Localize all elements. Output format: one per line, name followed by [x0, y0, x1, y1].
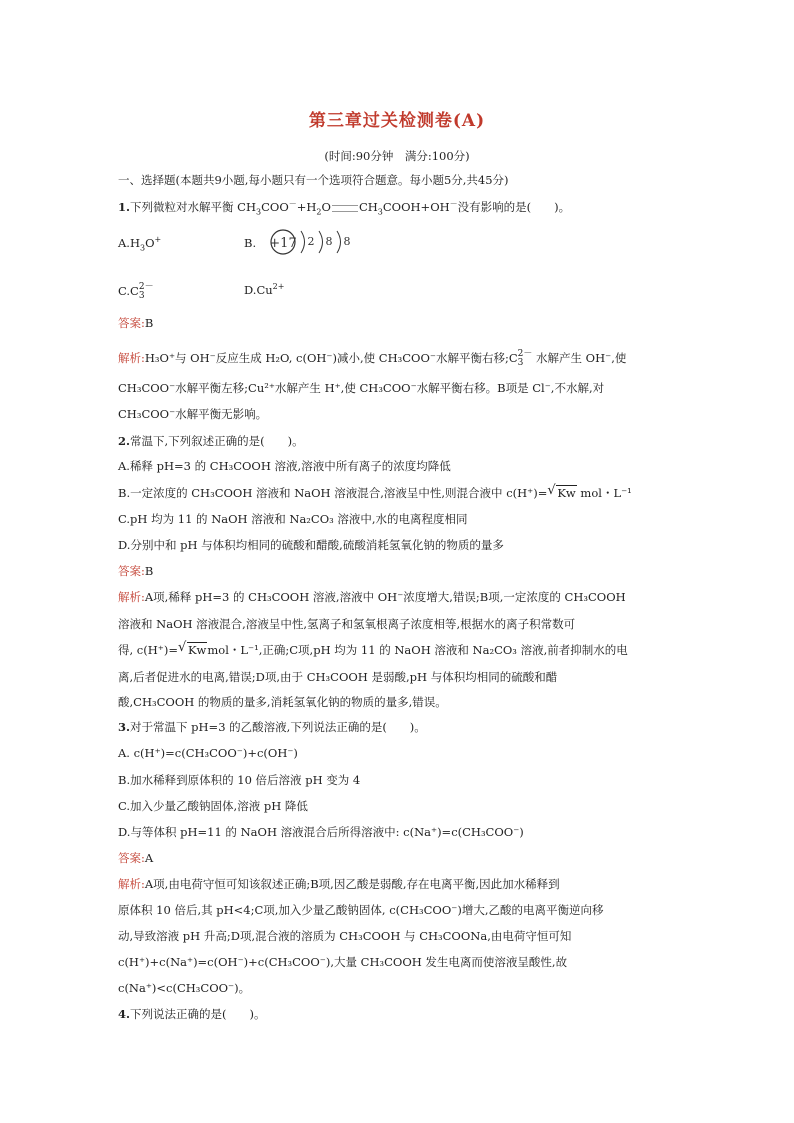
question-3-explanation-line: c(H⁺)+c(Na⁺)=c(OH⁻)+c(CH₃COO⁻),大量 CH₃COOH 发生电离而使溶液呈酸性,故 — [118, 955, 568, 969]
question-3-option-a: A. c(H⁺)=c(CH₃COO⁻)+c(OH⁻) — [118, 746, 298, 760]
question-2-option-d: D.分别中和 pH 与体积均相同的硫酸和醋酸,硫酸消耗氢氧化钠的物质的量多 — [118, 538, 504, 552]
question-3-stem: 3.对于常温下 pH=3 的乙酸溶液,下列说法正确的是( )。 — [118, 720, 426, 734]
atom-nucleus-charge: +17 — [269, 236, 297, 251]
question-3-answer: 答案:A — [118, 851, 154, 865]
square-root-icon: √ Kw — [547, 486, 576, 500]
question-3-explanation-line: 原体积 10 倍后,其 pH<4;C项,加入少量乙酸钠固体, c(CH₃COO⁻)增大,乙酸的电离平衡逆向移 — [118, 903, 604, 917]
section-heading: 一、选择题(本题共9小题,每小题只有一个选项符合题意。每小题5分,共45分) — [118, 173, 509, 187]
question-3-option-b: B.加水稀释到原体积的 10 倍后溶液 pH 变为 4 — [118, 773, 361, 787]
question-3-explanation-line: 解析:A项,由电荷守恒可知该叙述正确;B项,因乙酸是弱酸,存在电离平衡,因此加水稀释到 — [118, 877, 560, 891]
question-3-option-d: D.与等体积 pH=11 的 NaOH 溶液混合后所得溶液中: c(Na⁺)=c(CH₃COO⁻) — [118, 825, 524, 839]
question-2-explanation-line: 离,后者促进水的电离,错误;D项,由于 CH₃COOH 是弱酸,pH 与体积均相同的硫酸和醋 — [118, 670, 558, 684]
question-3-explanation-line: c(Na⁺)<c(CH₃COO⁻)。 — [118, 981, 251, 995]
electron-shell-3: 8 — [343, 235, 351, 248]
electron-shell-1: 2 — [307, 235, 315, 248]
square-root-icon: √ Kw — [178, 643, 207, 657]
question-1-option-b: B. — [244, 236, 257, 250]
question-1-option-d: $D.Cu^{2+}$ — [244, 282, 285, 297]
question-1-explanation-line: 解析:H₃O⁺与 OH⁻反应生成 H₂O, c(OH⁻)减小,使 CH₃COO⁻水解平衡右移;C2－ 3 水解产生 OH⁻,使 — [118, 349, 627, 368]
question-1-explanation-line: CH₃COO⁻水解平衡左移;Cu²⁺水解产生 H⁺,使 CH₃COO⁻水解平衡右移。B项是 Cl⁻,不水解,对 — [118, 381, 605, 395]
equilibrium-arrow-icon — [332, 205, 358, 212]
question-3-option-c: C.加入少量乙酸钠固体,溶液 pH 降低 — [118, 799, 308, 813]
chlorine-ion-structure-diagram — [268, 227, 358, 257]
question-4-stem: 4.下列说法正确的是( )。 — [118, 1007, 266, 1021]
question-2-explanation-line: 溶液和 NaOH 溶液混合,溶液呈中性,氢离子和氢氧根离子浓度相等,根据水的离子积常数可 — [118, 617, 576, 631]
question-2-option-b: B.一定浓度的 CH₃COOH 溶液和 NaOH 溶液混合,溶液呈中性,则混合液中 c(H⁺)=√ Kw mol・L⁻¹ — [118, 486, 632, 500]
electron-shell-2: 8 — [325, 235, 333, 248]
question-1-stem: 1.下列微粒对水解平衡 $CH_3COO^-+H_2O$ $CH_3COOH+OH^-$没有影响的是( )。 — [118, 199, 571, 217]
question-2-explanation-line: 解析:A项,稀释 pH=3 的 CH₃COOH 溶液,溶液中 OH⁻浓度增大,错误;B项,一定浓度的 CH₃COOH — [118, 590, 626, 604]
question-2-explanation-line: 得, c(H⁺)=√ Kwmol・L⁻¹,正确;C项,pH 均为 11 的 NaOH 溶液和 Na₂CO₃ 溶液,前者抑制水的电 — [118, 643, 628, 657]
question-1-option-a: $A.H_3O^+$ — [118, 235, 162, 253]
question-2-option-c: C.pH 均为 11 的 NaOH 溶液和 Na₂CO₃ 溶液中,水的电离程度相同 — [118, 512, 468, 526]
question-2-answer: 答案:B — [118, 564, 154, 578]
question-1-answer: 答案:B — [118, 316, 154, 330]
question-3-explanation-line: 动,导致溶液 pH 升高;D项,混合液的溶质为 CH₃COOH 与 CH₃COONa,由电荷守恒可知 — [118, 929, 572, 943]
question-2-option-a: A.稀释 pH=3 的 CH₃COOH 溶液,溶液中所有离子的浓度均降低 — [118, 459, 451, 473]
question-2-stem: 2.常温下,下列叙述正确的是( )。 — [118, 434, 304, 448]
question-1-option-c: C.C2－ 3 — [118, 282, 154, 301]
exam-time-info: (时间:90分钟 满分:100分) — [324, 149, 470, 163]
question-2-explanation-line: 酸,CH₃COOH 的物质的量多,消耗氢氧化钠的物质的量多,错误。 — [118, 695, 447, 709]
question-1-explanation-line: CH₃COO⁻水解平衡无影响。 — [118, 407, 268, 421]
page-title: 第三章过关检测卷(A) — [308, 111, 486, 131]
